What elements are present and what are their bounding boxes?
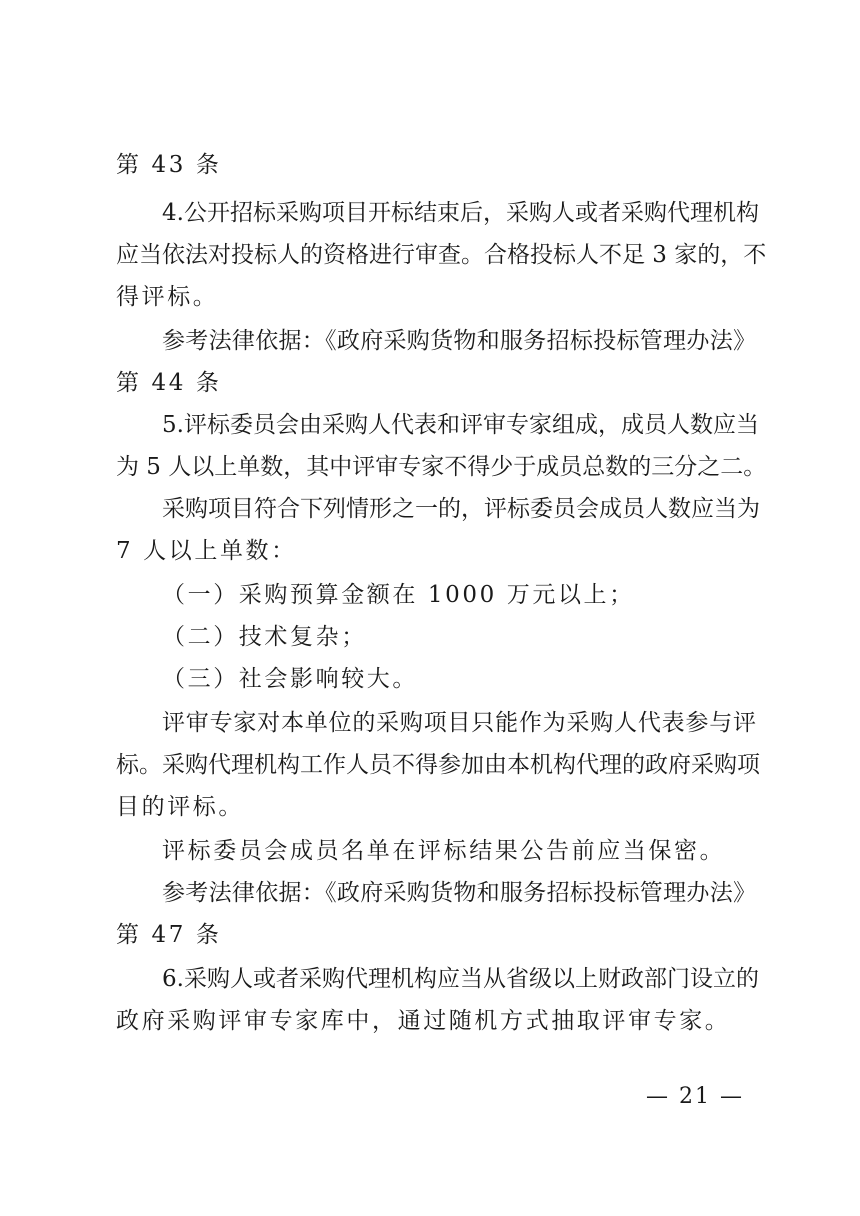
text-line-expert-rule-start: 评审专家对本单位的采购项目只能作为采购人代表参与评: [162, 710, 756, 736]
text-line-item-6-end: 政府采购评审专家库中，通过随机方式抽取评审专家。: [116, 1008, 731, 1034]
text-line-legal-basis-1: 参考法律依据：《政府采购货物和服务招标投标管理办法》: [162, 328, 756, 354]
text-line-legal-basis-2: 参考法律依据：《政府采购货物和服务招标投标管理办法》: [162, 880, 756, 906]
text-line-conditions-intro-end: 7 人以上单数：: [116, 538, 297, 564]
text-line-item-6-start: 6.采购人或者采购代理机构应当从省级以上财政部门设立的: [162, 966, 759, 992]
text-line-item-5-start: 5.评标委员会由采购人代表和评审专家组成，成员人数应当: [162, 412, 759, 438]
text-line-article-44: 第 44 条: [116, 370, 222, 396]
text-line-article-43: 第 43 条: [116, 152, 222, 178]
page-number: — 21 —: [646, 1084, 744, 1109]
text-line-conditions-intro: 采购项目符合下列情形之一的，评标委员会成员人数应当为: [162, 496, 760, 522]
text-line-item-4-start: 4.公开招标采购项目开标结束后，采购人或者采购代理机构: [162, 200, 759, 226]
text-line-expert-rule-cont: 标。采购代理机构工作人员不得参加由本机构代理的政府采购项: [116, 752, 760, 778]
text-line-item-5-end: 为 5 人以上单数，其中评审专家不得少于成员总数的三分之二。: [116, 454, 767, 480]
text-line-item-4-end: 得评标。: [116, 284, 219, 310]
text-line-condition-1: （一）采购预算金额在 1000 万元以上；: [162, 582, 635, 608]
text-line-item-4-cont: 应当依法对投标人的资格进行审查。合格投标人不足 3 家的，不: [116, 242, 767, 268]
text-line-expert-rule-end: 目的评标。: [116, 794, 244, 820]
text-line-article-47: 第 47 条: [116, 922, 222, 948]
text-line-condition-3: （三）社会影响较大。: [162, 666, 418, 692]
text-line-confidentiality: 评标委员会成员名单在评标结果公告前应当保密。: [162, 838, 726, 864]
text-line-condition-2: （二）技术复杂；: [162, 624, 367, 650]
